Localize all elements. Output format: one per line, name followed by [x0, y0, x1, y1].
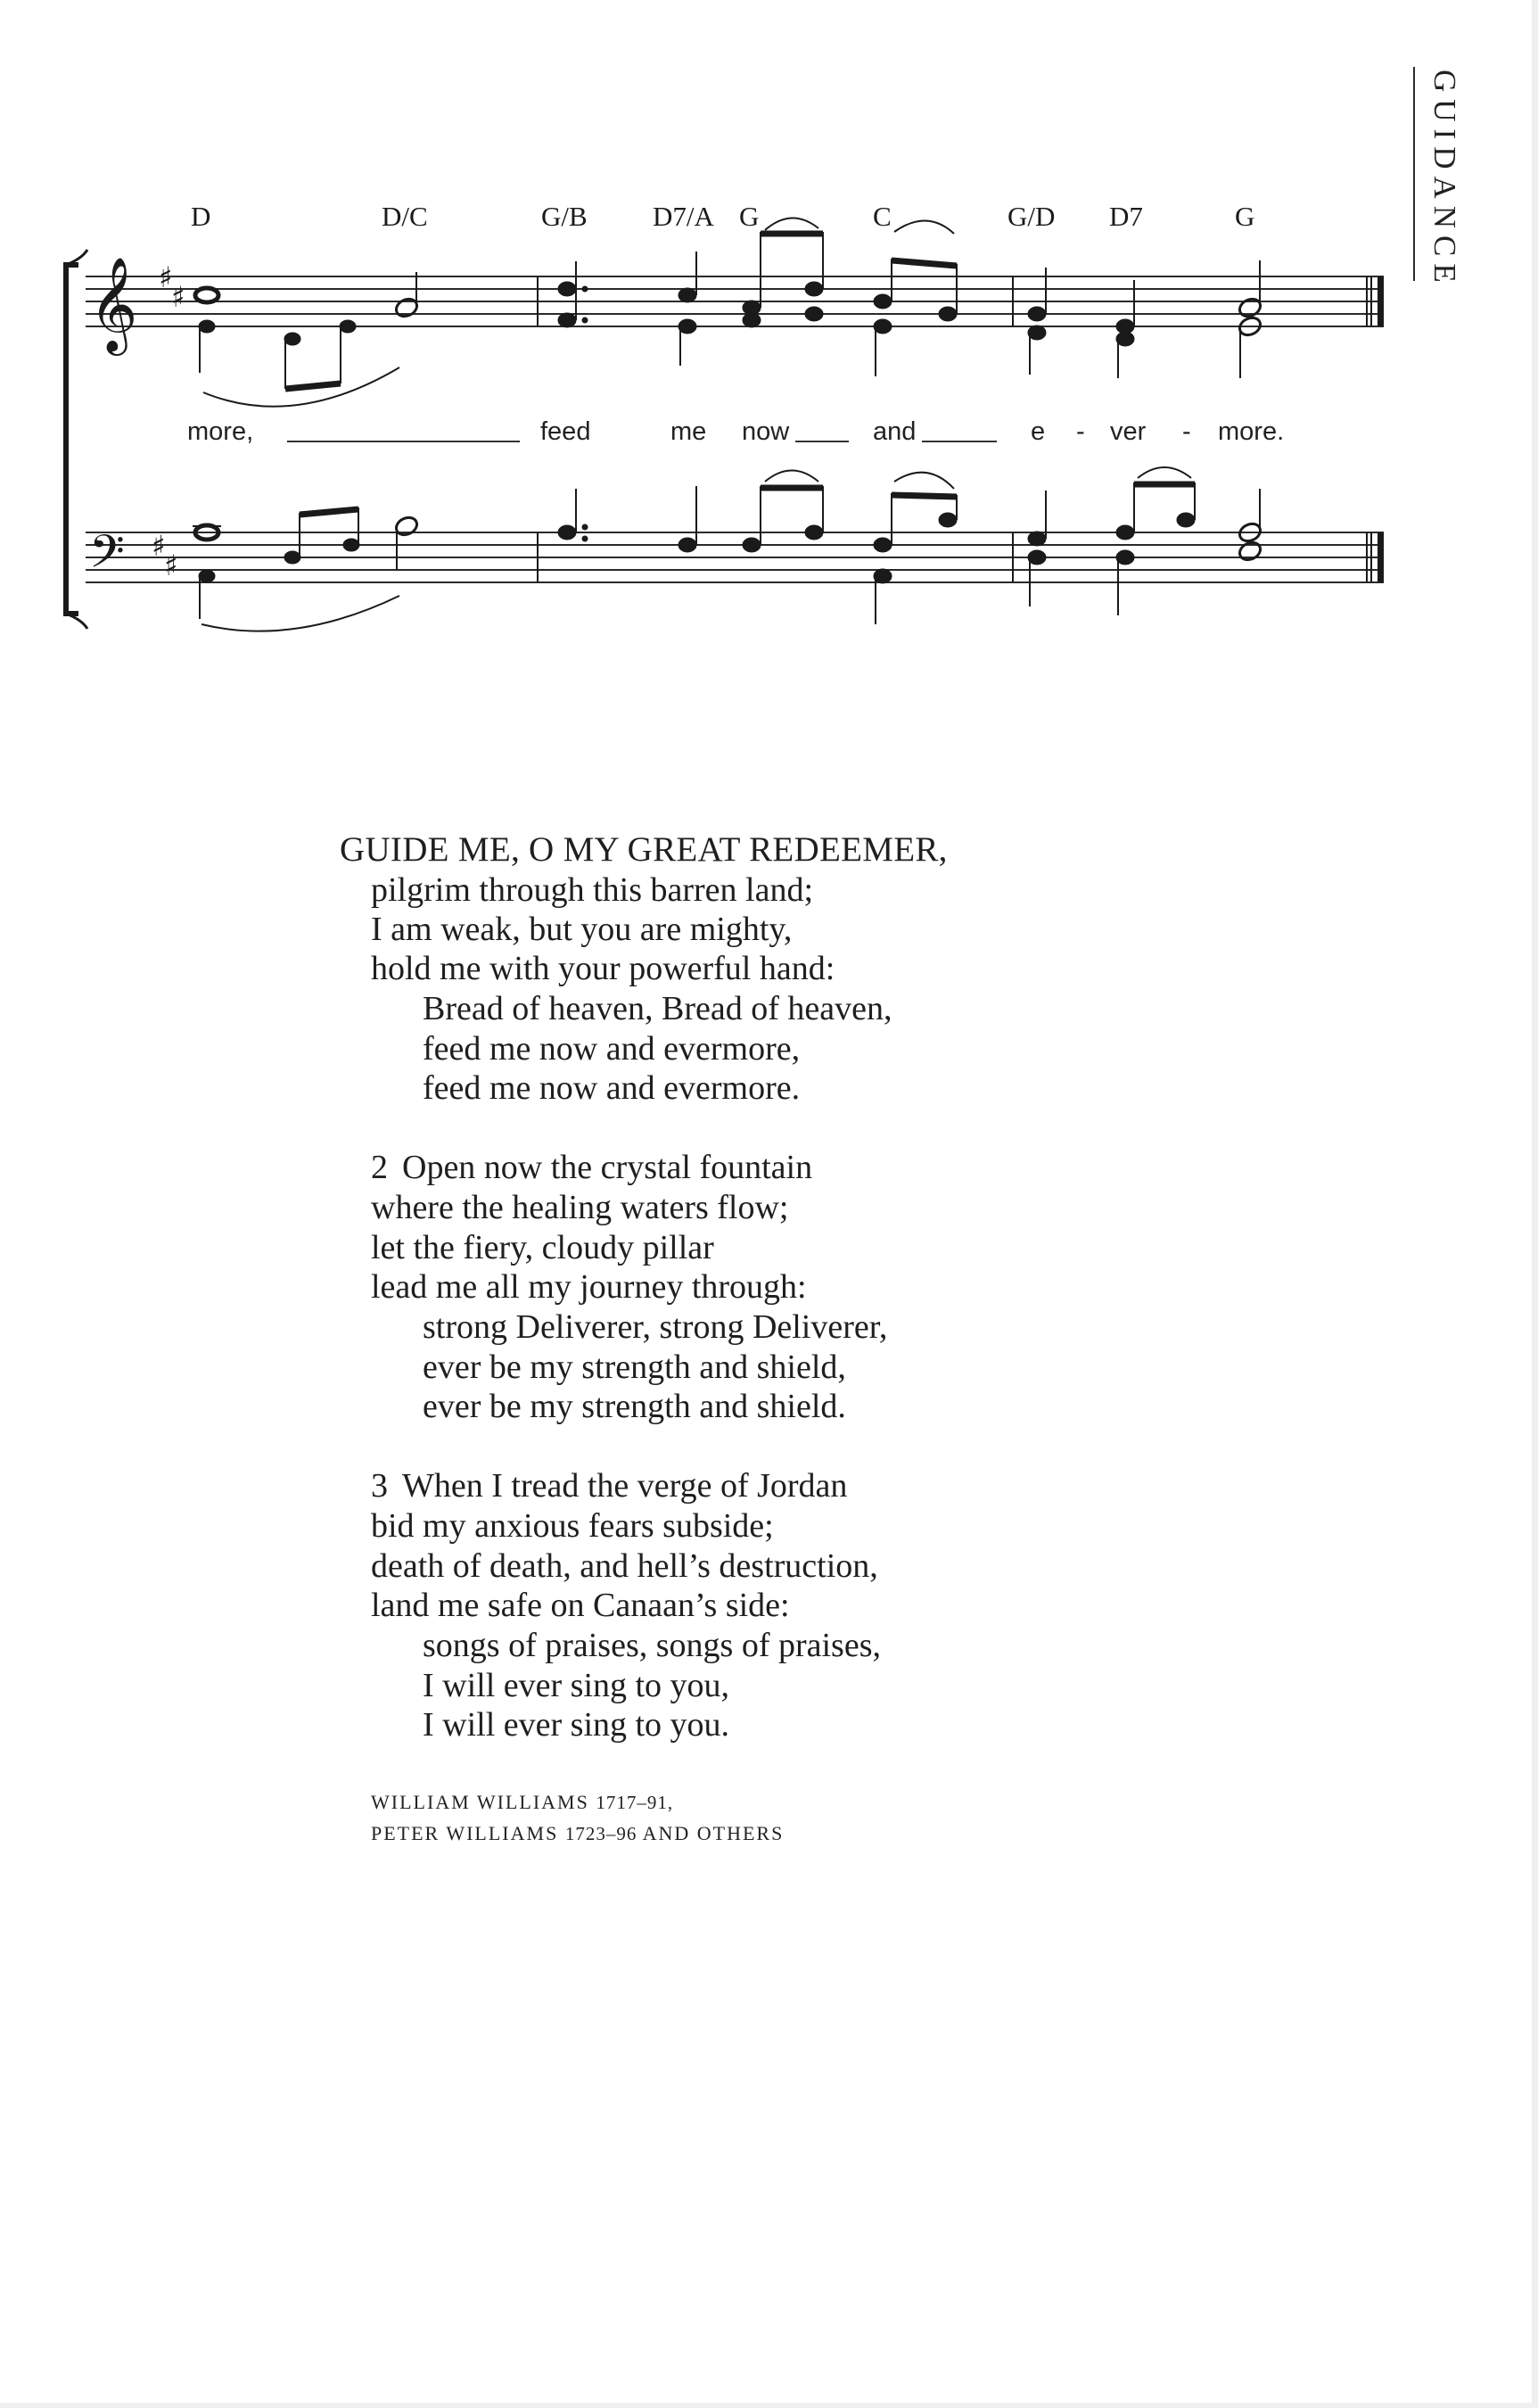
- refrain-line: I will ever sing to you,: [423, 1667, 730, 1704]
- lyric-syllable: e: [1031, 417, 1046, 446]
- verse-line: bid my anxious fears subside;: [371, 1507, 774, 1545]
- svg-text:♯: ♯: [152, 529, 166, 563]
- refrain-line: songs of praises, songs of praises,: [423, 1627, 882, 1664]
- chord-symbol: G: [739, 201, 760, 232]
- author-name: PETER WILLIAMS: [371, 1822, 559, 1844]
- author-credit: [371, 1822, 784, 1845]
- bass-staff: [86, 532, 1384, 582]
- lyric-syllable: -: [1182, 417, 1191, 446]
- lyric-syllable: -: [1076, 417, 1085, 446]
- verse-line: death of death, and hell’s destruction,: [371, 1547, 878, 1585]
- verse-line: [371, 1148, 812, 1187]
- treble-notes-m2: [558, 232, 957, 376]
- refrain-line: Bread of heaven, Bread of heaven,: [423, 990, 892, 1027]
- verse-line: pilgrim through this barren land;: [371, 871, 814, 909]
- section-title: GUIDANCE: [1427, 70, 1462, 290]
- svg-text:♯: ♯: [164, 548, 178, 582]
- verse-line: lead me all my journey through:: [371, 1268, 807, 1306]
- lyric-syllable: more.: [1218, 417, 1285, 446]
- verse-number: 2: [371, 1149, 388, 1186]
- lyric-syllable: ver: [1110, 417, 1147, 446]
- verse-line: where the healing waters flow;: [371, 1189, 789, 1226]
- lyric-syllable: me: [670, 417, 707, 446]
- chord-symbol: G/D: [1008, 201, 1056, 232]
- refrain-line: strong Deliverer, strong Deliverer,: [423, 1308, 888, 1346]
- treble-notes-m3: [1028, 260, 1263, 378]
- verse-line: let the fiery, cloudy pillar: [371, 1229, 714, 1266]
- author-suffix: AND OTHERS: [642, 1822, 785, 1844]
- verse-line-text: Open now the crystal fountain: [402, 1149, 813, 1186]
- chord-symbol: D7/A: [653, 201, 714, 232]
- refrain-line: feed me now and evermore,: [423, 1030, 801, 1068]
- bass-slur: [202, 596, 399, 631]
- system-bracket: [66, 265, 78, 614]
- chord-symbol: G/B: [541, 201, 588, 232]
- verse-line: hold me with your powerful hand:: [371, 950, 835, 987]
- svg-text:♯: ♯: [171, 280, 185, 314]
- refrain-line: ever be my strength and shield.: [423, 1388, 846, 1425]
- author-credit: [371, 1791, 673, 1814]
- verse-line: I am weak, but you are mighty,: [371, 911, 793, 948]
- refrain-line: feed me now and evermore.: [423, 1069, 801, 1107]
- verse-line: [371, 1466, 847, 1505]
- bass-notes: [193, 482, 1263, 624]
- tie-g: [765, 218, 818, 230]
- chord-symbol: D7: [1109, 201, 1143, 232]
- key-signature: [152, 260, 185, 582]
- lyric-syllable: now: [742, 417, 790, 446]
- treble-clef: 𝄞: [89, 256, 138, 351]
- svg-text:♯: ♯: [159, 260, 173, 294]
- chord-symbol: C: [873, 201, 892, 232]
- lyric-syllable: and: [873, 417, 917, 446]
- author-name: WILLIAM WILLIAMS: [371, 1791, 589, 1813]
- refrain-line: ever be my strength and shield,: [423, 1348, 846, 1386]
- lyric-syllable: feed: [540, 417, 591, 446]
- refrain-line: I will ever sing to you.: [423, 1706, 730, 1744]
- scan-edge-bottom: [0, 2403, 1538, 2408]
- bass-clef: 𝄢: [89, 524, 125, 590]
- chord-symbol: G: [1235, 201, 1255, 232]
- verse-line: land me safe on Canaan’s side:: [371, 1587, 790, 1624]
- author-years: 1717–91,: [596, 1792, 674, 1813]
- chord-symbol: D: [191, 201, 211, 232]
- lyric-syllable: more,: [187, 417, 254, 446]
- author-years: 1723–96: [564, 1823, 637, 1844]
- verse-line-text: When I tread the verge of Jordan: [402, 1467, 848, 1505]
- chord-symbol: D/C: [382, 201, 428, 232]
- hymn-first-line: GUIDE ME, O MY GREAT REDEEMER,: [340, 830, 948, 869]
- final-barline: [1371, 276, 1384, 582]
- treble-staff: [86, 276, 1384, 326]
- tie-c: [894, 220, 954, 234]
- music-score: [0, 0, 1538, 642]
- verse-number: 3: [371, 1467, 388, 1505]
